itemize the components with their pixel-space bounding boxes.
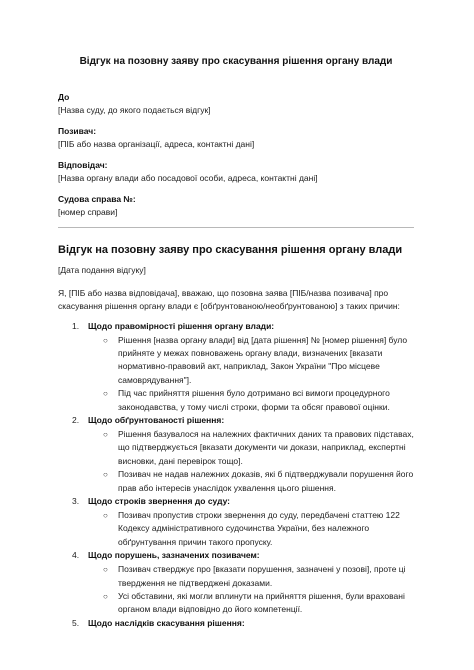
section-number: 5. xyxy=(72,617,80,628)
party-defendant xyxy=(58,159,414,185)
document-body xyxy=(58,0,414,631)
reasons-list xyxy=(58,320,414,631)
section-number: 2. xyxy=(72,414,80,425)
submission-date: [Дата подання відгуку] xyxy=(58,264,146,275)
section-point xyxy=(88,387,414,414)
point-text: Під час прийняття рішення було дотримано всі вимоги процедурного законодавства, у тому числі строки, форми та обсяг правової оцінки. xyxy=(118,388,390,412)
party-value: [Назва суду, до якого подається відгук] xyxy=(58,104,211,115)
point-text: Позивач стверджує про [вказати порушення, зазначені у позові], проте ці твердження не підтверджені доказами. xyxy=(118,564,406,588)
party-case-number xyxy=(58,193,414,219)
section-title: Щодо порушень, зазначених позивачем: xyxy=(88,550,260,561)
section-point xyxy=(88,590,414,617)
bullet-icon xyxy=(103,468,108,481)
section-title: Щодо наслідків скасування рішення: xyxy=(88,617,245,628)
party-label: Відповідач: xyxy=(58,159,108,170)
bullet-icon xyxy=(103,387,108,400)
section-point xyxy=(88,563,414,590)
section-5 xyxy=(58,617,414,630)
section-point xyxy=(88,334,414,388)
intro-paragraph: Я, [ПІБ або назва відповідача], вважаю, що позовна заява [ПІБ/назва позивача] про скасування рішення органу влади є [обґрунтованою/необґрунтованою] з таких причин: xyxy=(58,287,400,311)
party-value: [Назва органу влади або посадової особи, адреса, контактні дані] xyxy=(58,172,318,183)
section-3 xyxy=(58,495,414,549)
bullet-icon xyxy=(103,590,108,603)
point-text: Позивач не надав належних доказів, які б підтверджували порушення його прав або інтересів унаслідок ухвалення цього рішення. xyxy=(118,469,414,493)
point-text: Позивач пропустив строки звернення до суду, передбачені статтею 122 Кодексу адміністративного судочинства України, без належного обґрунтування причин такого пропуску. xyxy=(118,509,400,547)
section-point xyxy=(88,509,414,549)
main-heading: Відгук на позовну заяву про скасування рішення органу влади xyxy=(58,243,403,256)
party-value: [ПІБ або назва організації, адреса, контактні дані] xyxy=(58,138,255,149)
party-plaintiff xyxy=(58,125,414,151)
section-1 xyxy=(58,320,414,414)
divider xyxy=(58,227,414,228)
party-label: Судова справа №: xyxy=(58,193,136,204)
party-label: До xyxy=(58,91,70,102)
bullet-icon xyxy=(103,509,108,522)
section-number: 3. xyxy=(72,495,80,506)
bullet-icon xyxy=(103,334,108,347)
bullet-icon xyxy=(103,428,108,441)
point-text: Усі обставини, які могли вплинути на прийняття рішення, були враховані органом влади відповідно до його компетенції. xyxy=(118,591,405,615)
section-point xyxy=(88,468,414,495)
party-value: [номер справи] xyxy=(58,206,118,217)
section-title: Щодо правомірності рішення органу влади: xyxy=(88,320,275,331)
document-title: Відгук на позовну заяву про скасування рішення органу влади xyxy=(79,56,393,67)
section-point xyxy=(88,428,414,468)
party-label: Позивач: xyxy=(58,125,97,136)
section-number: 4. xyxy=(72,550,80,561)
point-text: Рішення [назва органу влади] від [дата рішення] № [номер рішення] було прийняте у межах повноважень органу влади, визначених [вказати нормативно-правовий акт, наприклад, Закон України "Про місцеве самоврядування"]. xyxy=(118,334,408,385)
bullet-icon xyxy=(103,563,108,576)
point-text: Рішення базувалося на належних фактичних даних та правових підставах, що підтверджується [вказати документи чи докази, наприклад, експертні висновки, дані перевірок тощо]. xyxy=(118,428,414,466)
section-number: 1. xyxy=(72,320,80,331)
section-4 xyxy=(58,549,414,617)
section-title: Щодо строків звернення до суду: xyxy=(88,495,231,506)
section-2 xyxy=(58,414,414,495)
section-title: Щодо обґрунтованості рішення: xyxy=(88,414,225,425)
party-court xyxy=(58,91,414,117)
